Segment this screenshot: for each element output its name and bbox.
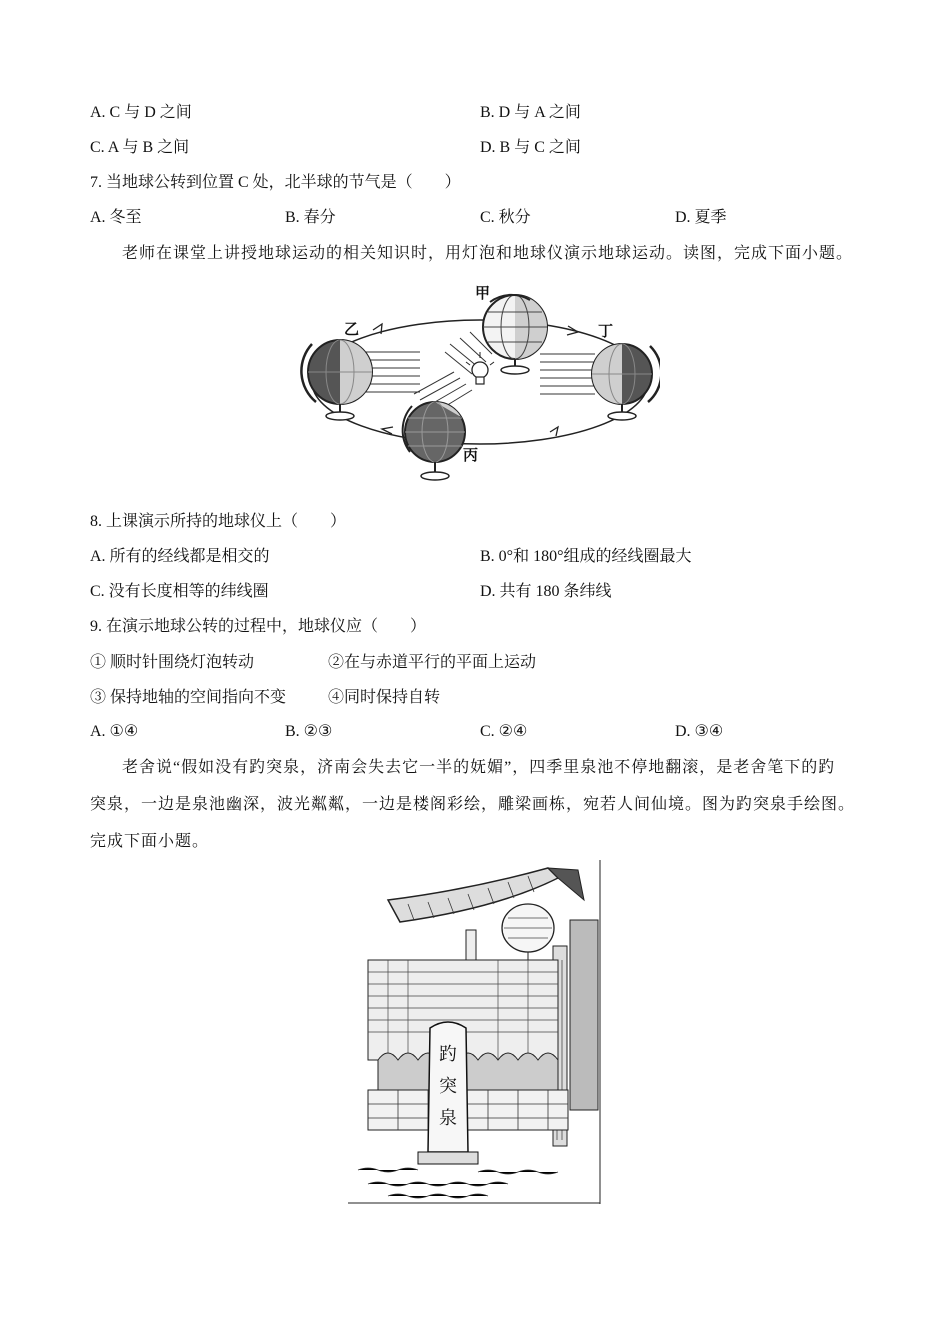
q9-option-a: A. ①④	[90, 723, 139, 740]
q9-statement-4: ④同时保持自转	[328, 689, 441, 706]
stele-char-1: 趵	[439, 1044, 457, 1065]
globe-ding	[592, 344, 660, 420]
q7-option-d: D. 夏季	[675, 209, 727, 226]
q8-option-c: C. 没有长度相等的纬线圈	[90, 583, 269, 600]
q8-option-b: B. 0°和 180°组成的经线圈最大	[480, 548, 692, 565]
q8-option-a: A. 所有的经线都是相交的	[90, 548, 270, 565]
q8-option-d: D. 共有 180 条纬线	[480, 583, 612, 600]
q7-option-a: A. 冬至	[90, 209, 142, 226]
q9-statement-1: ① 顺时针围绕灯泡转动	[90, 654, 255, 671]
baotu-spring-sketch	[348, 860, 602, 1206]
q9-option-d: D. ③④	[675, 723, 724, 740]
label-bing: 丙	[463, 446, 479, 464]
q9-statement-2: ②在与赤道平行的平面上运动	[328, 654, 537, 671]
q6-option-d: D. B 与 C 之间	[480, 139, 581, 156]
globe-yi	[301, 340, 372, 420]
intro-spring-line3: 完成下面小题。	[90, 833, 210, 850]
globe-jia	[483, 295, 547, 374]
q7-option-c: C. 秋分	[480, 209, 531, 226]
label-ding: 丁	[598, 322, 614, 340]
intro-globe: 老师在课堂上讲授地球运动的相关知识时，用灯泡和地球仪演示地球运动。读图，完成下面小题。	[122, 245, 854, 262]
globe-bing	[403, 402, 465, 480]
globe-orbit-figure	[300, 282, 660, 492]
stele-char-2: 突	[439, 1076, 457, 1097]
intro-spring-line2: 突泉，一边是泉池幽深，波光粼粼，一边是楼阁彩绘，雕梁画栋，宛若人间仙境。图为趵突泉手绘图。	[90, 796, 856, 813]
q9-stem: 9. 在演示地球公转的过程中，地球仪应（ ）	[90, 618, 427, 635]
q7-stem: 7. 当地球公转到位置 C 处，北半球的节气是（ ）	[90, 174, 461, 191]
q9-option-b: B. ②③	[285, 723, 333, 740]
intro-spring-line1: 老舍说“假如没有趵突泉，济南会失去它一半的妩媚”，四季里泉池不停地翻滚，是老舍笔下的趵	[122, 759, 836, 776]
q7-option-b: B. 春分	[285, 209, 336, 226]
q9-option-c: C. ②④	[480, 723, 528, 740]
stele-char-3: 泉	[439, 1108, 457, 1129]
label-yi: 乙	[344, 320, 360, 338]
q9-statement-3: ③ 保持地轴的空间指向不变	[90, 689, 287, 706]
label-jia: 甲	[475, 284, 491, 302]
q6-option-c: C. A 与 B 之间	[90, 139, 190, 156]
q6-option-a: A. C 与 D 之间	[90, 104, 192, 121]
q8-stem: 8. 上课演示所持的地球仪上（ ）	[90, 513, 347, 530]
q6-option-b: B. D 与 A 之间	[480, 104, 581, 121]
lightbulb-icon	[466, 352, 494, 384]
